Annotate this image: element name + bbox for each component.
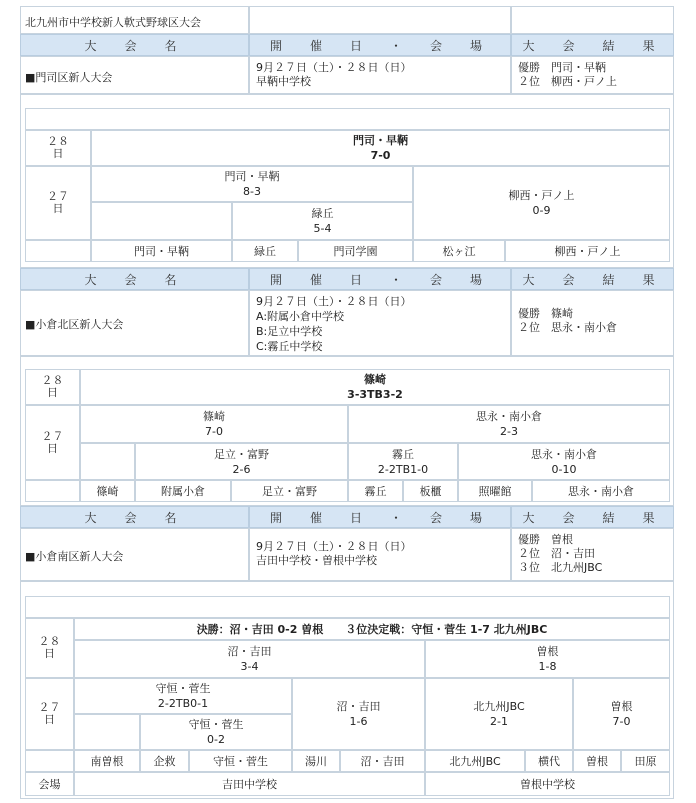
t1-final-teams: 門司・早鞆	[353, 134, 408, 147]
t3-r2	[292, 678, 425, 750]
t2-entrant	[231, 480, 348, 502]
t1-second: ２位 柳西・戸ノ上	[518, 75, 617, 88]
t3-r3-teams: 北九州JBC	[473, 700, 525, 713]
header-result	[511, 34, 674, 56]
t3-venue-label-cell	[25, 772, 74, 796]
t2-final-score: 3-3TB3-2	[347, 388, 403, 401]
t1-entrant	[91, 240, 232, 262]
header-date-venue-label: 開 催 日 ・ 会 場	[269, 38, 490, 53]
t3-day27-label: ２７日	[38, 701, 61, 726]
t3-entrant	[140, 750, 189, 772]
t3-sf2	[425, 640, 670, 678]
t1-entrant	[232, 240, 298, 262]
t3-winner: 優勝 曽根	[518, 533, 573, 546]
header-date-venue-label: 開 催 日 ・ 会 場	[269, 272, 490, 287]
t3-venue-label: 会場	[38, 777, 61, 791]
t1-sf1	[91, 166, 413, 202]
t3-entrant	[525, 750, 573, 772]
t1-date: 9月２７日（土）・２８日（日）	[256, 61, 412, 74]
t2-entrant	[458, 480, 532, 502]
header-result-label: 大 会 結 果	[522, 38, 663, 53]
t1-qf1-teams: 緑丘	[311, 207, 334, 220]
header-name-label: 大 会 名	[84, 38, 185, 53]
t2-final	[80, 369, 670, 405]
t1-qf1	[232, 202, 413, 240]
t3-r2-teams: 沼・吉田	[336, 700, 381, 713]
t1-entrant-label: 門司学園	[333, 244, 378, 258]
t2-entrant	[532, 480, 670, 502]
t3-r2-score: 1-6	[349, 715, 368, 728]
t1-entrant-label: 柳西・戸ノ上	[554, 244, 621, 258]
t3-bracket-topbar	[25, 596, 670, 618]
t2-name-cell	[20, 290, 249, 356]
t2-bye-cell	[80, 443, 135, 480]
t1-date-cell	[249, 56, 511, 94]
t2-qf1	[135, 443, 348, 480]
t1-entrant-label: 門司・早鞆	[134, 244, 189, 258]
t3-day28-label: ２８日	[38, 635, 61, 660]
t3-entrant	[573, 750, 621, 772]
header-name	[20, 268, 249, 290]
t2-qf2-teams: 霧丘	[392, 447, 414, 461]
t3-venue-name: 曽根中学校	[520, 777, 575, 791]
t1-entrant	[298, 240, 413, 262]
t1-winner: 優勝 門司・早鞆	[518, 61, 606, 74]
t3-sf1	[74, 640, 425, 678]
header-name	[20, 506, 249, 528]
header-result-label: 大 会 結 果	[522, 510, 663, 525]
header-result-label: 大 会 結 果	[522, 272, 663, 287]
t2-qf3-score: 0-10	[551, 462, 577, 476]
t2-venue: A:附属小倉中学校	[256, 310, 345, 323]
t3-bye-cell	[74, 714, 140, 750]
t1-sf2-teams: 柳西・戸ノ上	[508, 189, 575, 202]
t2-day27-label: ２７日	[41, 429, 64, 455]
t3-venue-cell	[74, 772, 425, 796]
t1-day27-label: ２７日	[47, 190, 69, 215]
t2-venue: C:霧丘中学校	[256, 340, 323, 353]
t3-entrant	[340, 750, 425, 772]
t3-day28	[25, 618, 74, 678]
t3-venue-cell	[425, 772, 670, 796]
header-date-venue	[249, 34, 511, 56]
header-name-label: 大 会 名	[84, 272, 185, 287]
t2-entrant	[403, 480, 458, 502]
t3-third: ３位 北九州JBC	[518, 561, 603, 574]
t2-entrant	[135, 480, 231, 502]
t1-entrant	[413, 240, 505, 262]
t2-day28-label: ２８日	[41, 374, 64, 399]
header-name	[20, 34, 249, 56]
t1-entrant-label: 緑丘	[254, 244, 276, 258]
t2-qf1-score: 2-6	[232, 462, 251, 476]
t2-entrant-label: 附属小倉	[161, 484, 205, 498]
t3-result-cell	[511, 528, 674, 581]
t3-entrant	[621, 750, 670, 772]
t2-qf3	[458, 443, 670, 480]
t1-name: ■門司区新人大会	[25, 71, 113, 84]
t3-r4-score: 7-0	[612, 715, 631, 728]
t1-entrant-blank	[25, 240, 91, 262]
t2-sf2-score: 2-3	[500, 425, 518, 438]
t3-r3	[425, 678, 573, 750]
t3-r3-score: 2-1	[490, 715, 508, 728]
t3-r1b-teams: 守恒・菅生	[188, 718, 244, 731]
t2-venue: B:足立中学校	[256, 325, 323, 338]
t2-final-teams: 篠崎	[364, 373, 386, 386]
t1-sf1-teams: 門司・早鞆	[224, 170, 280, 183]
t1-final-score: 7-0	[370, 149, 391, 162]
t2-entrant-label: 足立・富野	[262, 484, 317, 498]
t1-result-cell	[511, 56, 674, 94]
t2-sf1-score: 7-0	[205, 425, 223, 438]
t3-second: ２位 沼・吉田	[518, 547, 595, 560]
title-cell	[20, 6, 249, 34]
t2-entrant-label: 板櫃	[419, 484, 442, 498]
t1-bracket-topbar	[25, 108, 670, 130]
t3-final-line	[74, 618, 670, 640]
header-result	[511, 268, 674, 290]
t3-entrant-label: 湯川	[305, 754, 327, 768]
t1-day28	[25, 130, 91, 166]
t2-qf1-teams: 足立・富野	[214, 447, 269, 461]
t2-sf1-teams: 篠崎	[203, 410, 225, 423]
t3-venue: 吉田中学校・曽根中学校	[256, 554, 377, 567]
t3-r1-teams: 守恒・菅生	[155, 682, 211, 695]
t3-entrant	[425, 750, 525, 772]
t3-venue-name: 吉田中学校	[222, 777, 277, 791]
t2-qf2-score: 2-2TB1-0	[377, 462, 429, 476]
t3-date-cell	[249, 528, 511, 581]
t2-name: ■小倉北区新人大会	[25, 318, 124, 331]
t3-entrant-label: 横代	[538, 754, 560, 768]
t1-sf2-score: 0-9	[532, 204, 551, 217]
t1-day27	[25, 166, 91, 240]
t1-entrant	[505, 240, 670, 262]
t3-entrant-label: 南曽根	[90, 754, 124, 768]
t3-r4	[573, 678, 670, 750]
t3-entrant	[189, 750, 292, 772]
t2-qf2	[348, 443, 458, 480]
t1-entrant-label: 松ヶ江	[442, 244, 476, 258]
t3-entrant	[292, 750, 340, 772]
t2-day27	[25, 405, 80, 480]
t1-bye-cell	[91, 202, 232, 240]
t3-date: 9月２７日（土）・２８日（日）	[256, 540, 412, 553]
t2-date: 9月２７日（土）・２８日（日）	[256, 295, 412, 308]
t2-second: ２位 思永・南小倉	[518, 321, 617, 334]
t3-r4-teams: 曽根	[610, 700, 633, 713]
t3-entrant-label: 沼・吉田	[360, 754, 405, 768]
t2-qf3-teams: 思永・南小倉	[531, 447, 597, 461]
t2-sf2	[348, 405, 670, 443]
t3-entrant-label: 曽根	[586, 754, 608, 768]
t3-entrant-label: 北九州JBC	[449, 754, 501, 768]
t3-name: ■小倉南区新人大会	[25, 550, 124, 563]
t2-entrant-label: 霧丘	[364, 484, 387, 498]
t3-entrant-label: 守恒・菅生	[213, 754, 268, 768]
t3-final-text: 決勝：沼・吉田 0-2 曽根 ３位決定戦：守恒・菅生 1-7 北九州JBC	[196, 622, 548, 636]
t2-result-cell	[511, 290, 674, 356]
t3-day27	[25, 678, 74, 750]
t3-sf2-score: 1-8	[538, 660, 557, 673]
header-date-venue	[249, 506, 511, 528]
t1-sf2	[413, 166, 670, 240]
header-name-label: 大 会 名	[84, 510, 185, 525]
t3-sf1-teams: 沼・吉田	[227, 645, 272, 658]
t3-r1b-score: 0-2	[207, 733, 225, 746]
t3-r1-score: 2-2TB0-1	[157, 697, 209, 710]
t1-qf1-score: 5-4	[313, 222, 332, 235]
header-result	[511, 506, 674, 528]
t2-day28	[25, 369, 80, 405]
t2-sf2-teams: 思永・南小倉	[476, 410, 542, 423]
t2-entrant-label: 思永・南小倉	[568, 484, 634, 498]
t3-entrant-blank	[25, 750, 74, 772]
t3-entrant-label: 田原	[634, 754, 657, 768]
title-empty-1	[249, 6, 511, 34]
t2-entrant-label: 篠崎	[96, 484, 119, 498]
t2-entrant	[348, 480, 403, 502]
t1-day28-label: ２８日	[47, 135, 69, 160]
t2-entrant-blank	[25, 480, 80, 502]
page-title: 北九州市中学校新人軟式野球区大会	[25, 16, 201, 29]
t3-r1	[74, 678, 292, 714]
header-date-venue-label: 開 催 日 ・ 会 場	[269, 510, 490, 525]
t2-sf1	[80, 405, 348, 443]
t1-sf1-score: 8-3	[243, 185, 261, 198]
t3-r1b	[140, 714, 292, 750]
t2-winner: 優勝 篠崎	[518, 307, 573, 320]
t1-venue: 早鞆中学校	[256, 75, 311, 88]
t3-name-cell	[20, 528, 249, 581]
t2-date-cell	[249, 290, 511, 356]
t1-final	[91, 130, 670, 166]
t1-name-cell	[20, 56, 249, 94]
t3-entrant	[74, 750, 140, 772]
title-empty-2	[511, 6, 674, 34]
header-date-venue	[249, 268, 511, 290]
t3-sf2-teams: 曽根	[536, 645, 559, 658]
t2-entrant-label: 照曜館	[478, 484, 512, 498]
t3-entrant-label: 企救	[153, 754, 176, 768]
t2-entrant	[80, 480, 135, 502]
t3-sf1-score: 3-4	[240, 660, 259, 673]
